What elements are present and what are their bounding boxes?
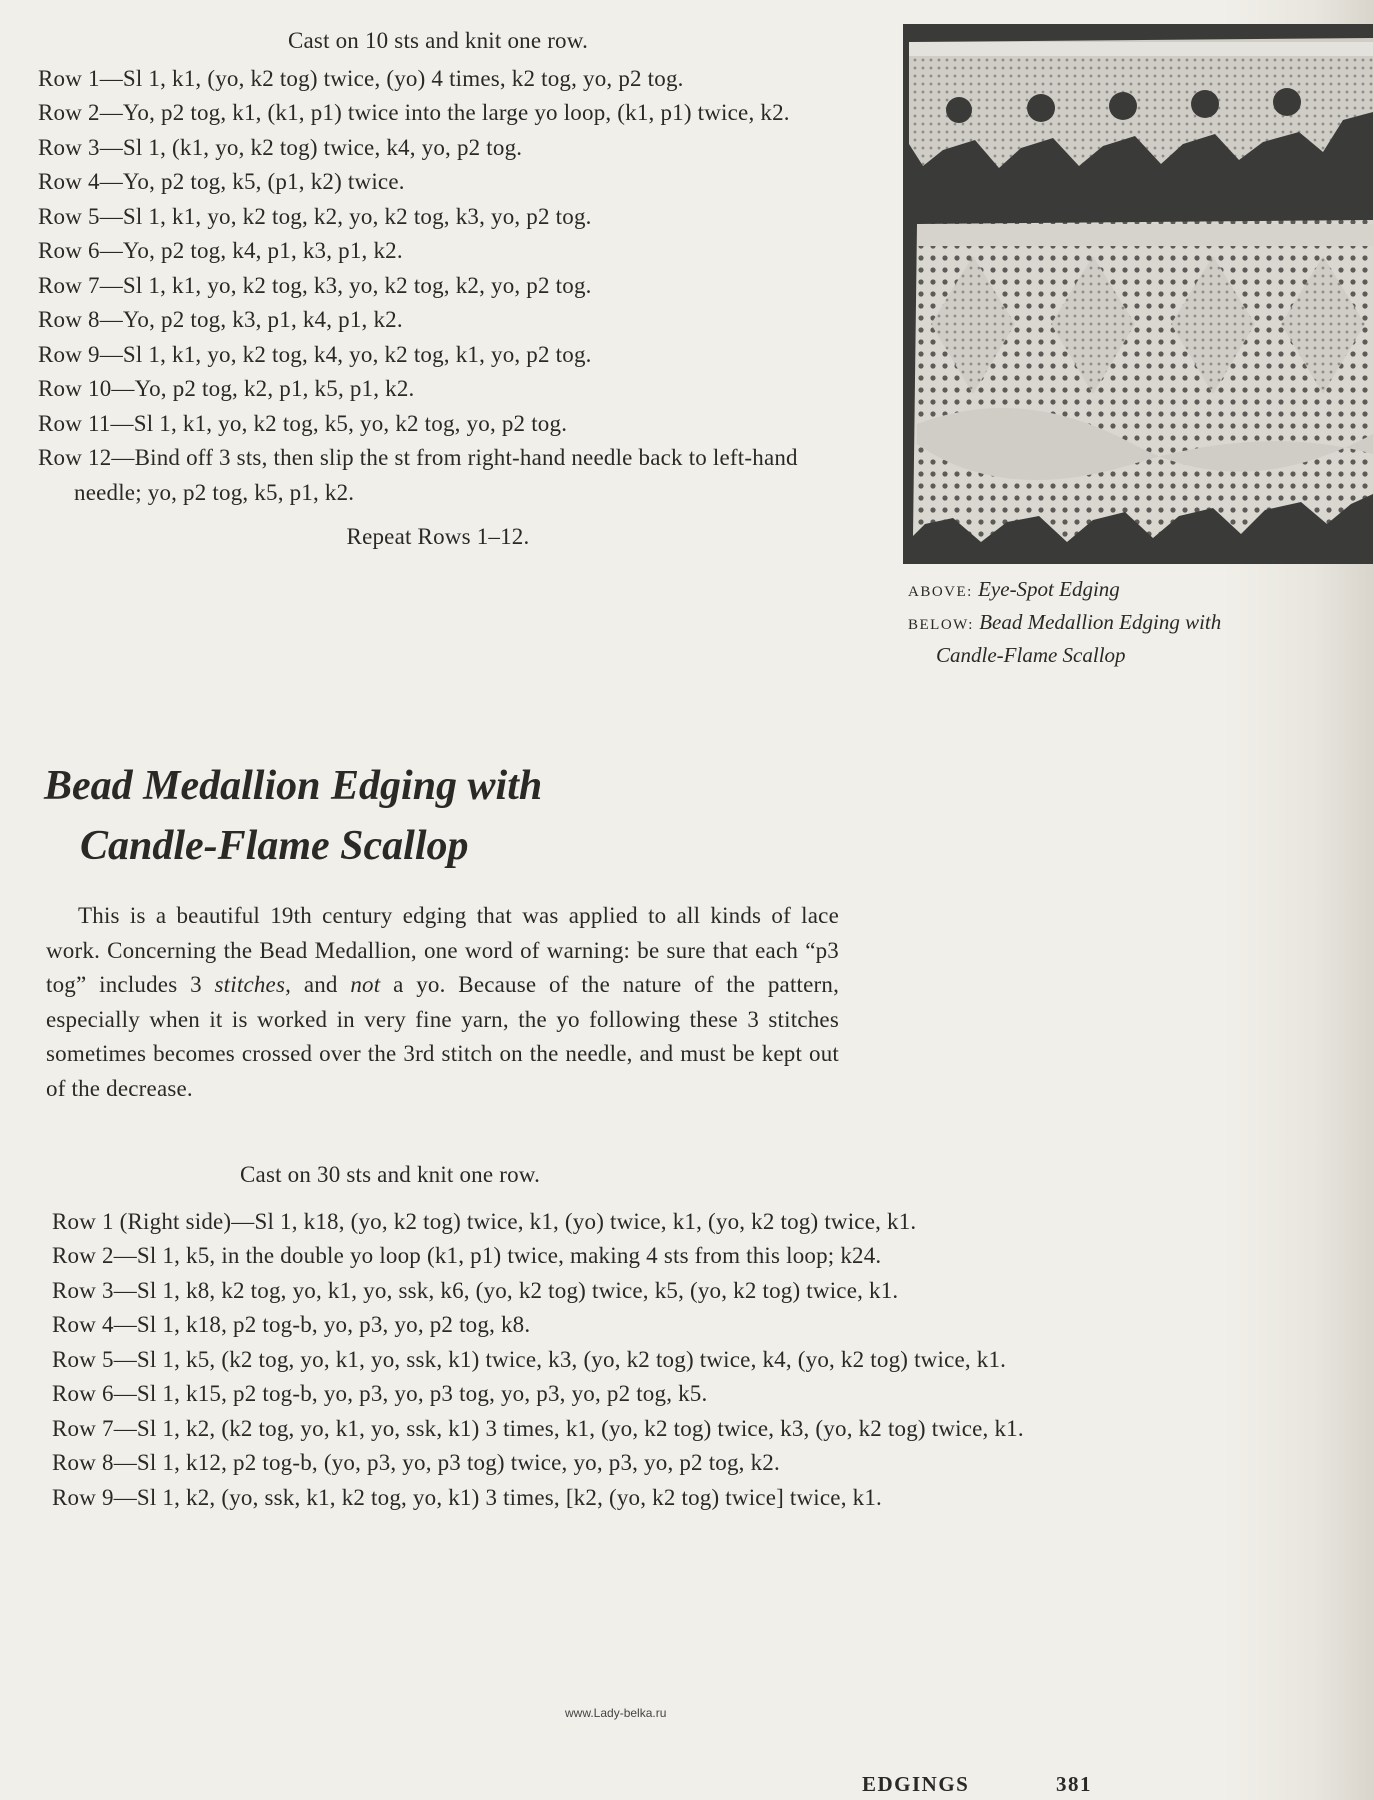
pattern-row-8: Row 8—Yo, p2 tog, k3, p1, k4, p1, k2.: [38, 307, 403, 332]
caption-above-title: Eye-Spot Edging: [978, 577, 1120, 601]
lace-photograph: [903, 24, 1373, 564]
pattern-row-10: Row 10—Yo, p2 tog, k2, p1, k5, p1, k2.: [38, 376, 415, 401]
section-row-6: Row 6—Sl 1, k15, p2 tog-b, yo, p3, yo, p3 tog, yo, p3, yo, p2 tog, k5.: [52, 1381, 708, 1406]
section-row-2: Row 2—Sl 1, k5, in the double yo loop (k1, p1) twice, making 4 sts from this loop; k24.: [52, 1243, 882, 1268]
section-row-8: Row 8—Sl 1, k12, p2 tog-b, (yo, p3, yo, p3 tog) twice, yo, p3, yo, p2 tog, k2.: [52, 1450, 780, 1475]
footer-section-name: EDGINGS: [862, 1772, 970, 1796]
caption-above: [908, 574, 1221, 607]
pattern-row-3: Row 3—Sl 1, (k1, yo, k2 tog) twice, k4, yo, p2 tog.: [38, 134, 523, 160]
caption-above-label: ABOVE:: [908, 584, 973, 600]
intro-part-3: a yo. Because of the nature of the pattern, especially when it is worked in very fine yarn, the yo following these 3 stitches sometimes becomes crossed over the 3rd stitch on the needle, and must be kept out of the decrease.: [46, 972, 840, 1101]
section-row-3: Row 3—Sl 1, k8, k2 tog, yo, k1, yo, ssk, k6, (yo, k2 tog) twice, k5, (yo, k2 tog) twice, k1.: [52, 1277, 899, 1303]
watermark-url: www.Lady-belka.ru: [565, 1706, 667, 1720]
top-pattern: [38, 24, 838, 555]
caption-below-title-2: Candle-Flame Scallop: [936, 643, 1126, 667]
pattern-row-5: Row 5—Sl 1, k1, yo, k2 tog, k2, yo, k2 tog, k3, yo, p2 tog.: [38, 203, 592, 229]
section-pattern: [52, 1158, 1082, 1515]
top-cast-on: Cast on 10 sts and knit one row.: [287, 28, 589, 53]
caption-below-label: BELOW:: [908, 617, 974, 633]
pattern-row-1: Row 1—Sl 1, k1, (yo, k2 tog) twice, (yo) 4 times, k2 tog, yo, p2 tog.: [38, 65, 684, 91]
section-row-9: Row 9—Sl 1, k2, (yo, ssk, k1, k2 tog, yo, k1) 3 times, [k2, (yo, k2 tog) twice] twice, k1.: [52, 1484, 882, 1510]
intro-stitches-emphasis: stitches,: [214, 972, 292, 997]
section-title: [44, 756, 542, 876]
pattern-row-2: Row 2—Yo, p2 tog, k1, (k1, p1) twice into the large yo loop, (k1, p1) twice, k2.: [38, 100, 790, 125]
pattern-row-4: Row 4—Yo, p2 tog, k5, (p1, k2) twice.: [38, 169, 405, 194]
top-repeat: Repeat Rows 1–12.: [346, 524, 530, 549]
section-row-4: Row 4—Sl 1, k18, p2 tog-b, yo, p3, yo, p2 tog, k8.: [52, 1312, 531, 1337]
pattern-row-12: Row 12—Bind off 3 sts, then slip the st from right-hand needle back to left-hand needle; yo, p2 tog, k5, p1, k2.: [38, 445, 798, 505]
section-row-7: Row 7—Sl 1, k2, (k2 tog, yo, k1, yo, ssk, k1) 3 times, k1, (yo, k2 tog) twice, k3, (yo, k2 tog) twice, k1.: [52, 1415, 1024, 1441]
intro-not-emphasis: not: [350, 972, 381, 997]
caption-below-title-1: Bead Medallion Edging with: [979, 610, 1222, 634]
section-row-1: Row 1 (Right side)—Sl 1, k18, (yo, k2 tog) twice, k1, (yo) twice, k1, (yo, k2 tog) twice, k1.: [52, 1208, 917, 1234]
bead-medallion-swatch: [913, 220, 1373, 542]
section-row-5: Row 5—Sl 1, k5, (k2 tog, yo, k1, yo, ssk, k1) twice, k3, (yo, k2 tog) twice, k4, (yo, k2 tog) twice, k1.: [52, 1346, 1007, 1372]
section-intro: [46, 899, 839, 1106]
pattern-row-7: Row 7—Sl 1, k1, yo, k2 tog, k3, yo, k2 tog, k2, yo, p2 tog.: [38, 272, 592, 298]
pattern-row-6: Row 6—Yo, p2 tog, k4, p1, k3, p1, k2.: [38, 238, 403, 263]
section-title-line-2: Candle-Flame Scallop: [80, 823, 469, 869]
photo-caption: [908, 574, 1221, 670]
intro-part-1: This is a beautiful 19th century edging that was applied to all kinds of lace work. Concerning the Bead Medallion, one word of warning: be sure that each “p3 tog” includes 3: [46, 903, 839, 997]
caption-below: [908, 607, 1221, 640]
pattern-row-9: Row 9—Sl 1, k1, yo, k2 tog, k4, yo, k2 tog, k1, yo, p2 tog.: [38, 341, 592, 367]
section-title-line-1: Bead Medallion Edging with: [44, 763, 543, 809]
section-cast-on: Cast on 30 sts and knit one row.: [240, 1162, 541, 1187]
pattern-row-11: Row 11—Sl 1, k1, yo, k2 tog, k5, yo, k2 tog, yo, p2 tog.: [38, 410, 568, 436]
footer-page-number: 381: [1056, 1772, 1092, 1796]
intro-part-2: and: [303, 972, 338, 997]
